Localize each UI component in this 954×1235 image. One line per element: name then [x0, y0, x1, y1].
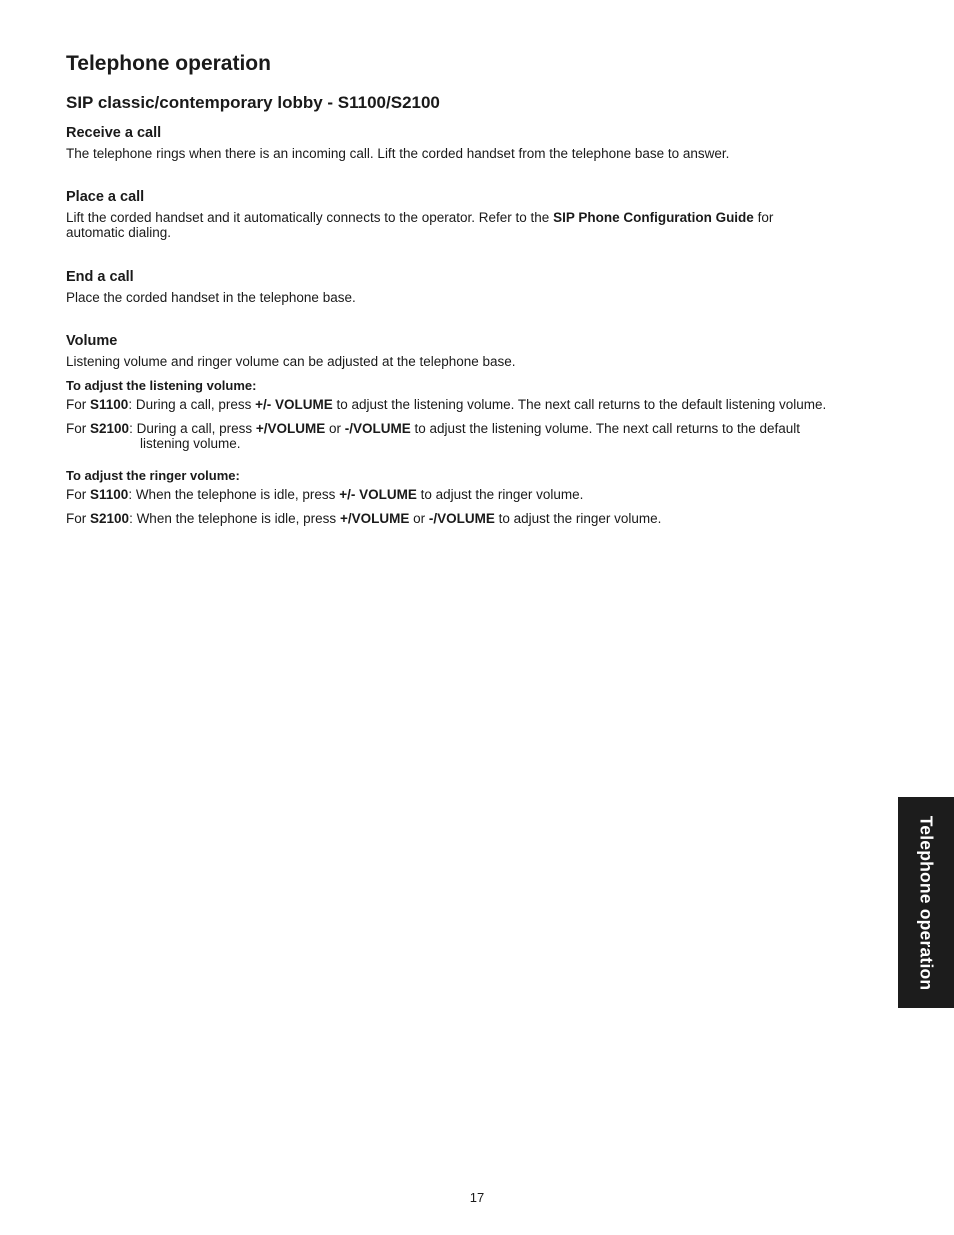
- volume-heading: Volume: [66, 333, 118, 349]
- place-call-text: Lift the corded handset and it automatically connects to the operator. Refer to the SIP Phone Configuration Guide for automatic dialing.: [66, 210, 774, 240]
- ringer-s1100-item: For S1100: When the telephone is idle, press +/- VOLUME to adjust the ringer volume.: [66, 487, 584, 502]
- volume-key: +/- VOLUME: [339, 487, 417, 502]
- receive-call-text: The telephone rings when there is an incoming call. Lift the corded handset from the telephone base to answer.: [66, 146, 730, 161]
- end-call-text: Place the corded handset in the telephone base.: [66, 290, 356, 305]
- receive-call-heading: Receive a call: [66, 125, 162, 141]
- ringer-volume-label: To adjust the ringer volume:: [66, 468, 240, 483]
- model-s1100: S1100: [90, 487, 129, 502]
- listening-s1100-item: For S1100: During a call, press +/- VOLUME to adjust the listening volume. The next call returns to the default listening volume.: [66, 397, 827, 412]
- end-call-heading: End a call: [66, 269, 134, 285]
- model-s1100: S1100: [90, 397, 129, 412]
- listening-volume-label: To adjust the listening volume:: [66, 378, 257, 393]
- volume-key: +/- VOLUME: [255, 397, 333, 412]
- model-s2100: S2100: [90, 511, 130, 526]
- section-title: SIP classic/contemporary lobby - S1100/S2100: [66, 93, 440, 112]
- listening-s2100-item: For S2100: During a call, press +/VOLUME or -/VOLUME to adjust the listening volume. The next call returns to the default listening volume.: [66, 421, 801, 451]
- volume-intro: Listening volume and ringer volume can be adjusted at the telephone base.: [66, 354, 516, 369]
- volume-up-key: +/VOLUME: [339, 511, 410, 526]
- ringer-s2100-item: For S2100: When the telephone is idle, press +/VOLUME or -/VOLUME to adjust the ringer volume.: [66, 511, 662, 526]
- model-s2100: S2100: [90, 421, 130, 436]
- page-number: 17: [469, 1190, 485, 1205]
- place-call-heading: Place a call: [66, 189, 145, 205]
- volume-down-key: -/VOLUME: [428, 511, 495, 526]
- chapter-side-tab: [898, 797, 954, 1008]
- side-tab-label: Telephone operation: [916, 815, 937, 990]
- page-title: Telephone operation: [66, 52, 271, 75]
- guide-name: SIP Phone Configuration Guide: [553, 210, 754, 225]
- volume-up-key: +/VOLUME: [255, 421, 326, 436]
- volume-down-key: -/VOLUME: [344, 421, 411, 436]
